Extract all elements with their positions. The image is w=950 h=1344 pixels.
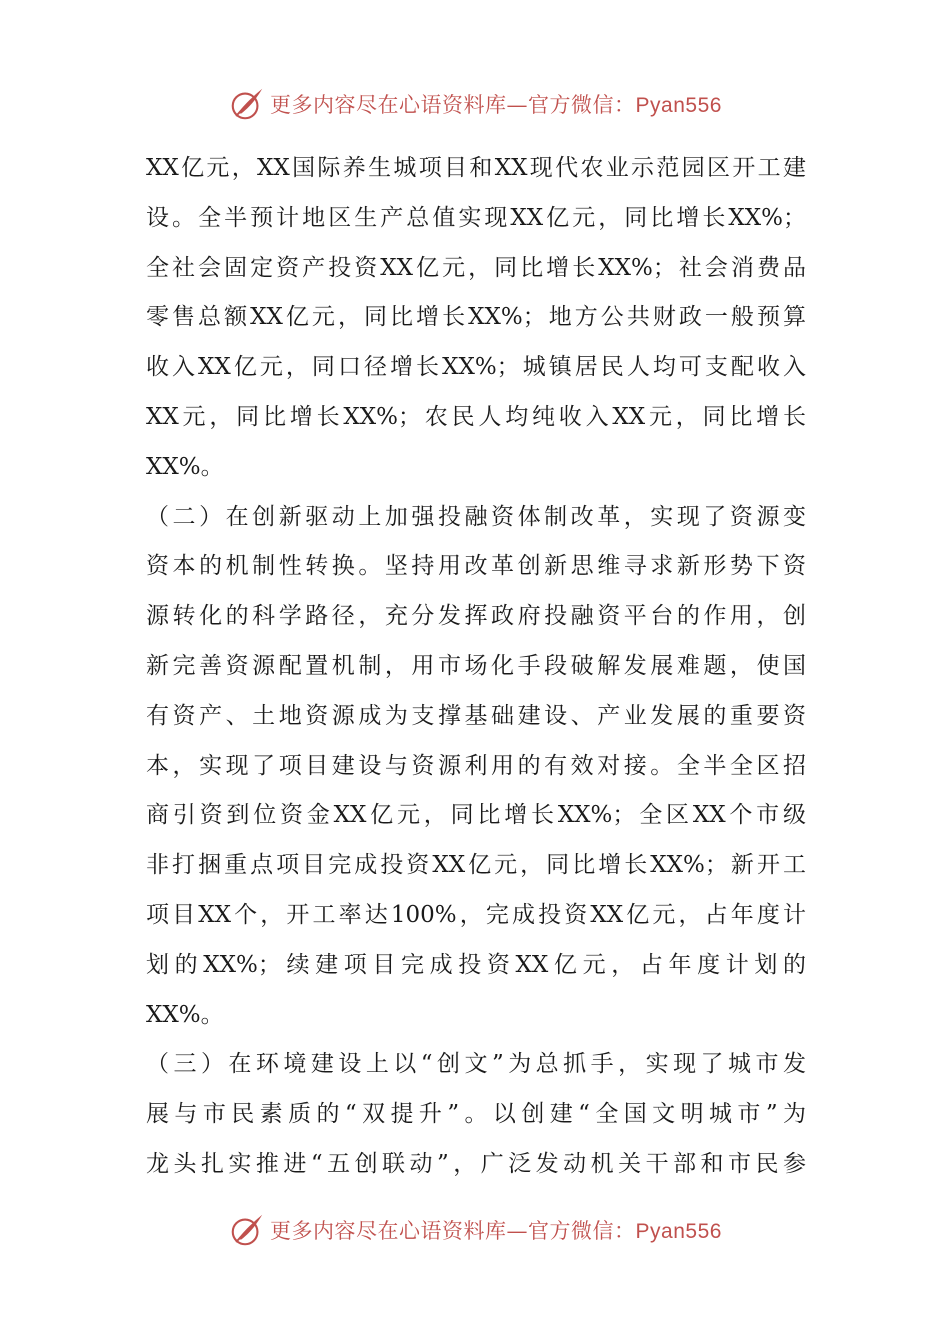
quill-pen-logo-icon (228, 1211, 266, 1249)
body-line-18: XX%。 (146, 1001, 224, 1028)
header-banner (0, 84, 950, 124)
body-line-17: 划的XX%；续建项目完成投资XX亿元，占年度计划的 (146, 951, 806, 978)
document-body (146, 144, 806, 1190)
body-line-2: 设。全半预计地区生产总值实现XX亿元，同比增长XX%； (146, 204, 806, 231)
body-line-14: 商引资到位资金XX亿元，同比增长XX%；全区XX个市级 (146, 802, 806, 829)
footer-banner-text: 更多内容尽在心语资料库—官方微信：Pyan556 (270, 1219, 722, 1243)
body-line-16: 项目XX个，开工率达100%，完成投资XX亿元，占年度计 (146, 901, 806, 928)
body-line-11: 新完善资源配置机制，用市场化手段破解发展难题，使国 (146, 652, 806, 679)
body-line-13: 本，实现了项目建设与资源利用的有效对接。全半全区招 (146, 752, 806, 779)
body-line-10: 源转化的科学路径，充分发挥政府投融资平台的作用，创 (146, 603, 806, 630)
footer-banner (0, 1210, 950, 1250)
body-line-19: （三）在环境建设上以“创文”为总抓手，实现了城市发 (146, 1051, 806, 1078)
body-line-7: XX%。 (146, 453, 224, 480)
body-line-12: 有资产、土地资源成为支撑基础建设、产业发展的重要资 (146, 702, 806, 729)
body-line-9: 资本的机制性转换。坚持用改革创新思维寻求新形势下资 (146, 553, 806, 580)
body-line-1: XX亿元，XX国际养生城项目和XX现代农业示范园区开工建 (146, 155, 806, 181)
body-line-8: （二）在创新驱动上加强投融资体制改革，实现了资源变 (146, 503, 806, 530)
body-line-20: 展与市民素质的“双提升”。以创建“全国文明城市”为 (146, 1101, 806, 1128)
body-line-6: XX元，同比增长XX%；农民人均纯收入XX元，同比增长 (146, 403, 806, 430)
body-line-3: 全社会固定资产投资XX亿元，同比增长XX%；社会消费品 (146, 254, 806, 281)
quill-pen-logo-icon (228, 85, 266, 123)
body-line-4: 零售总额XX亿元，同比增长XX%；地方公共财政一般预算 (146, 304, 806, 331)
body-line-21: 龙头扎实推进“五创联动”，广泛发动机关干部和市民参 (146, 1150, 806, 1177)
body-line-15: 非打捆重点项目完成投资XX亿元，同比增长XX%；新开工 (146, 852, 806, 879)
body-line-5: 收入XX亿元，同口径增长XX%；城镇居民人均可支配收入 (146, 354, 806, 381)
wechat-id: Pyan556 (635, 1220, 722, 1243)
header-banner-text: 更多内容尽在心语资料库—官方微信：Pyan556 (270, 93, 722, 117)
wechat-id: Pyan556 (635, 94, 722, 117)
